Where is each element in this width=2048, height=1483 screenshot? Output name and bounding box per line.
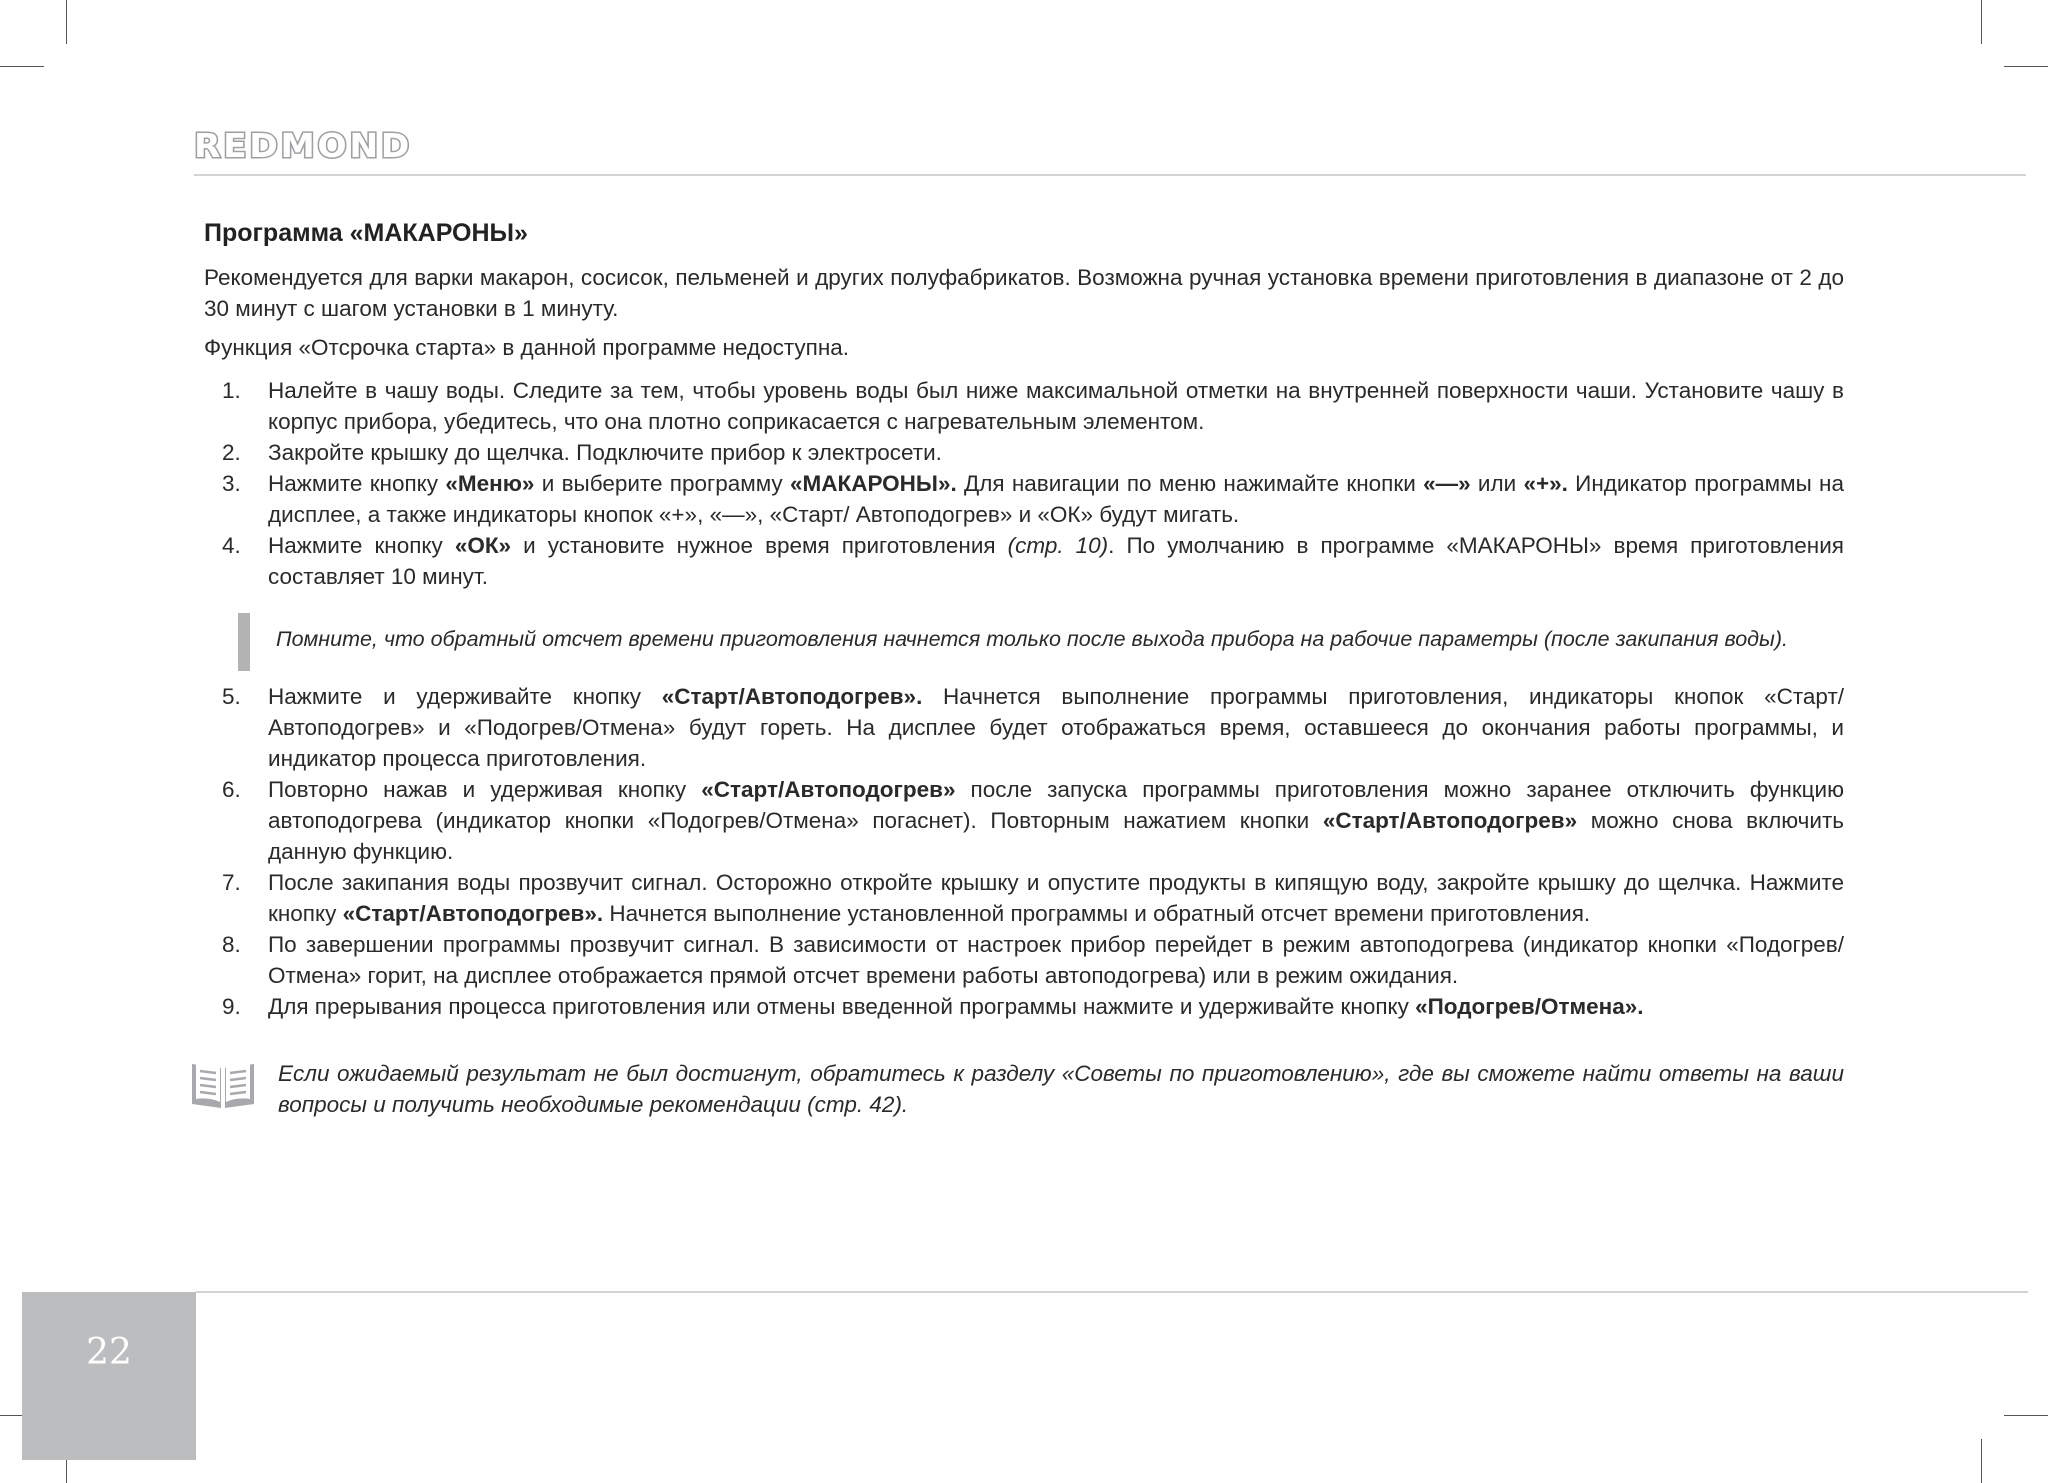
step-number: 9. [222,994,241,1019]
intro-paragraph: Рекомендуется для варки макарон, сосисок, пельменей и других полуфабрикатов. Возможна ручная установка времени приготовления в диапазоне от 2 до 30 минут с шагом установки в 1 минуту. [204,265,1844,321]
step-number: 5. [222,684,241,709]
step-text: после запуска программы приготовления можно заранее отключить функцию автоподогрева (индикатор кнопки «Подогрев/Отмена» погаснет). Повторным нажатием кнопки [268,777,1844,833]
step-text: и выберите программу [534,471,790,496]
list-item [204,991,1844,1022]
step-text: Нажмите кнопку [268,533,455,558]
step-number: 3. [222,471,241,496]
crop-mark [1981,1439,1982,1483]
redmond-logo [194,128,414,162]
step-number: 8. [222,932,241,957]
step-text: По завершении программы прозвучит сигнал. В зависимости от настроек прибор перейдет в режим автоподогрева (индикатор кнопки «Подогрев/Отмена» горит, на дисплее отображается прямой отсчет времени работы автоподогрева) или в режим ожидания. [268,932,1844,988]
step-number: 2. [222,440,241,465]
main-content [204,218,1844,1022]
page-reference: (стр. 10) [1007,533,1109,558]
list-item [204,774,1844,867]
step-text: Для прерывания процесса приготовления или отмены введенной программы нажмите и удерживайте кнопку [268,994,1416,1019]
button-name: «+». [1523,471,1568,496]
note-bar [238,613,250,671]
list-item [204,929,1844,991]
list-item [204,867,1844,929]
step-text: После закипания воды прозвучит сигнал. Осторожно откройте крышку и опустите продукты в кипящую воду, закройте крышку до щелчка. Нажмите кнопку [268,870,1844,926]
book-icon [190,1058,256,1110]
step-number: 7. [222,870,241,895]
crop-mark [0,66,44,67]
step-text: Начнется выполнение установленной программы и обратный отсчет времени приготовления. [603,901,1591,926]
crop-mark [1981,0,1982,44]
step-text: Закройте крышку до щелчка. Подключите прибор к электросети. [268,440,942,465]
crop-mark [66,0,67,44]
button-name: «Старт/Автоподогрев» [1322,808,1578,833]
list-item [204,468,1844,530]
step-text: Начнется выполнение программы приготовления, индикаторы кнопок «Старт/ Автоподогрев» и «Подогрев/Отмена» будут гореть. На дисплее будет отображаться время, оставшееся до окончания работы программы, и индикатор процесса приготовления. [268,684,1845,771]
step-number: 1. [222,378,241,403]
button-name: «МАКАРОНЫ». [789,471,957,496]
step-text: Повторно нажав и удерживая кнопку [268,777,702,802]
page-number: 22 [86,1332,132,1373]
instruction-list-continued [204,681,1844,1022]
button-name: «—» [1423,471,1471,496]
brand-wordmark: REDMOND [194,128,412,162]
button-name: «Старт/Автоподогрев». [661,684,923,709]
step-number: 4. [222,533,241,558]
step-text: . По умолчанию в программе «МАКАРОНЫ» время приготовления составляет 10 минут. [268,533,1844,589]
header-divider [194,174,2026,176]
button-name: «Меню» [445,471,535,496]
crop-mark [2004,66,2048,67]
button-name: «Подогрев/Отмена». [1415,994,1644,1019]
step-text: Для навигации по меню нажимайте кнопки [956,471,1424,496]
important-note [238,618,1844,655]
list-item [204,375,1844,437]
note-text: Помните, что обратный отсчет времени приготовления начнется только после выхода прибора на рабочие параметры (после закипания воды). [276,627,1789,651]
step-text: Налейте в чашу воды. Следите за тем, чтобы уровень воды был ниже максимальной отметки на внутренней поверхности чаши. Установите чашу в корпус прибора, убедитесь, что она плотно соприкасается с нагревательным элементом. [268,378,1844,434]
step-text: и установите нужное время приготовления [511,533,1008,558]
crop-mark [2004,1415,2048,1416]
step-text: можно снова включить данную функцию. [268,808,1844,864]
tip-text: Если ожидаемый результат не был достигнут, обратитесь к разделу «Советы по приготовлению», где вы сможете найти ответы на ваши вопросы и получить необходимые рекомендации (стр. 42). [278,1061,1844,1117]
page-number-box [22,1292,196,1460]
button-name: «Старт/Автоподогрев» [701,777,956,802]
instruction-list [204,375,1844,592]
step-text: Нажмите и удерживайте кнопку [268,684,662,709]
page-title: Программа «МАКАРОНЫ» [204,219,528,247]
delay-notice: Функция «Отсрочка старта» в данной программе недоступна. [204,335,850,360]
list-item [204,437,1844,468]
step-text: Индикатор программы на дисплее, а также индикаторы кнопок «+», «—», «Старт/ Автоподогрев» и «ОК» будут мигать. [268,471,1844,527]
footer-divider [196,1291,2028,1293]
list-item [204,681,1844,774]
step-text: или [1470,471,1524,496]
button-name: «ОК» [454,533,512,558]
list-item [204,530,1844,592]
step-text: Нажмите кнопку [268,471,446,496]
step-number: 6. [222,777,241,802]
button-name: «Старт/Автоподогрев». [342,901,604,926]
